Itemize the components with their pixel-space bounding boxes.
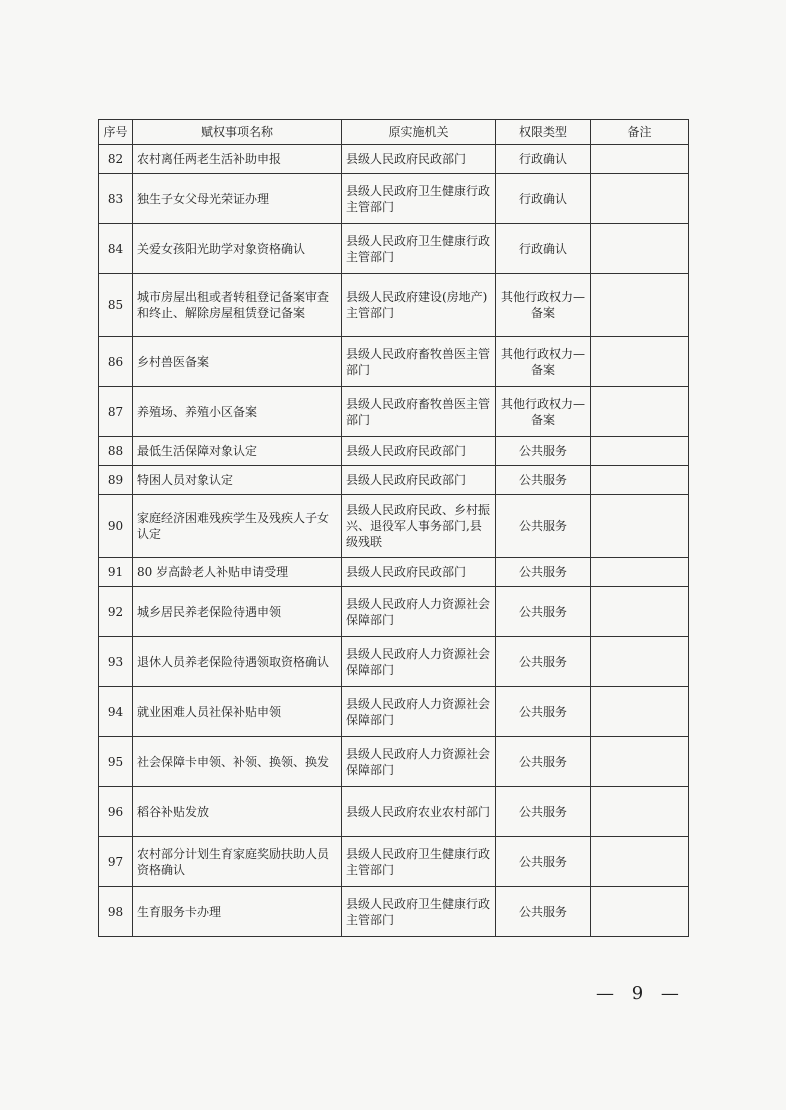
cell-remark [591,737,689,787]
cell-number: 84 [99,224,133,274]
header-item: 赋权事项名称 [133,120,342,145]
cell-permission-type: 其他行政权力—备案 [496,387,591,437]
cell-original-agency: 县级人民政府人力资源社会保障部门 [342,587,496,637]
cell-remark [591,687,689,737]
cell-item-name: 80 岁高龄老人补贴申请受理 [133,558,342,587]
table-row [99,558,689,587]
cell-number: 90 [99,495,133,558]
cell-permission-type: 公共服务 [496,837,591,887]
cell-permission-type: 公共服务 [496,787,591,837]
cell-permission-type: 公共服务 [496,587,591,637]
table-row [99,587,689,637]
cell-remark [591,174,689,224]
cell-number: 93 [99,637,133,687]
cell-remark [591,224,689,274]
cell-item-name: 最低生活保障对象认定 [133,437,342,466]
cell-number: 94 [99,687,133,737]
table-row [99,495,689,558]
cell-permission-type: 其他行政权力—备案 [496,337,591,387]
cell-permission-type: 公共服务 [496,887,591,937]
header-no: 序号 [99,120,133,145]
cell-original-agency: 县级人民政府人力资源社会保障部门 [342,637,496,687]
cell-number: 87 [99,387,133,437]
cell-remark [591,274,689,337]
cell-number: 98 [99,887,133,937]
cell-number: 95 [99,737,133,787]
cell-number: 97 [99,837,133,887]
table-header-row [99,120,689,145]
cell-item-name: 独生子女父母光荣证办理 [133,174,342,224]
table-row [99,437,689,466]
cell-item-name: 农村部分计划生育家庭奖励扶助人员资格确认 [133,837,342,887]
cell-item-name: 特困人员对象认定 [133,466,342,495]
cell-permission-type: 公共服务 [496,437,591,466]
cell-permission-type: 行政确认 [496,145,591,174]
cell-original-agency: 县级人民政府人力资源社会保障部门 [342,687,496,737]
cell-original-agency: 县级人民政府卫生健康行政主管部门 [342,837,496,887]
table-row [99,637,689,687]
cell-item-name: 城乡居民养老保险待遇申领 [133,587,342,637]
cell-original-agency: 县级人民政府民政部门 [342,145,496,174]
cell-remark [591,558,689,587]
cell-remark [591,145,689,174]
cell-permission-type: 公共服务 [496,466,591,495]
cell-number: 88 [99,437,133,466]
table-row [99,466,689,495]
table-row [99,787,689,837]
header-note: 备注 [591,120,689,145]
cell-remark [591,437,689,466]
cell-number: 92 [99,587,133,637]
cell-item-name: 稻谷补贴发放 [133,787,342,837]
cell-remark [591,337,689,387]
cell-item-name: 关爱女孩阳光助学对象资格确认 [133,224,342,274]
page-number: — 9 — [596,983,685,1004]
cell-item-name: 生育服务卡办理 [133,887,342,937]
cell-item-name: 养殖场、养殖小区备案 [133,387,342,437]
cell-permission-type: 行政确认 [496,174,591,224]
cell-remark [591,887,689,937]
cell-number: 86 [99,337,133,387]
cell-original-agency: 县级人民政府卫生健康行政主管部门 [342,174,496,224]
cell-original-agency: 县级人民政府畜牧兽医主管部门 [342,337,496,387]
header-org: 原实施机关 [342,120,496,145]
table-row [99,837,689,887]
cell-number: 83 [99,174,133,224]
cell-remark [591,387,689,437]
table-row [99,145,689,174]
table-row [99,337,689,387]
cell-item-name: 家庭经济困难残疾学生及残疾人子女认定 [133,495,342,558]
cell-permission-type: 行政确认 [496,224,591,274]
cell-item-name: 城市房屋出租或者转租登记备案审查和终止、解除房屋租赁登记备案 [133,274,342,337]
table-row [99,687,689,737]
cell-item-name: 就业困难人员社保补贴申领 [133,687,342,737]
cell-original-agency: 县级人民政府民政部门 [342,558,496,587]
cell-permission-type: 公共服务 [496,737,591,787]
cell-original-agency: 县级人民政府畜牧兽医主管部门 [342,387,496,437]
table-row [99,274,689,337]
table-row [99,387,689,437]
table-row [99,174,689,224]
cell-remark [591,637,689,687]
cell-original-agency: 县级人民政府民政部门 [342,437,496,466]
cell-original-agency: 县级人民政府卫生健康行政主管部门 [342,887,496,937]
cell-number: 96 [99,787,133,837]
cell-original-agency: 县级人民政府建设(房地产)主管部门 [342,274,496,337]
cell-permission-type: 公共服务 [496,495,591,558]
cell-number: 82 [99,145,133,174]
table-row [99,224,689,274]
table-row [99,887,689,937]
cell-permission-type: 公共服务 [496,558,591,587]
cell-item-name: 农村离任两老生活补助申报 [133,145,342,174]
cell-original-agency: 县级人民政府民政部门 [342,466,496,495]
cell-permission-type: 公共服务 [496,687,591,737]
cell-item-name: 乡村兽医备案 [133,337,342,387]
cell-original-agency: 县级人民政府卫生健康行政主管部门 [342,224,496,274]
cell-permission-type: 公共服务 [496,637,591,687]
cell-number: 91 [99,558,133,587]
cell-remark [591,787,689,837]
cell-number: 89 [99,466,133,495]
cell-remark [591,495,689,558]
cell-original-agency: 县级人民政府农业农村部门 [342,787,496,837]
cell-original-agency: 县级人民政府民政、乡村振兴、退役军人事务部门,县级残联 [342,495,496,558]
cell-remark [591,837,689,887]
authorization-table [98,119,689,937]
header-type: 权限类型 [496,120,591,145]
cell-original-agency: 县级人民政府人力资源社会保障部门 [342,737,496,787]
cell-item-name: 退休人员养老保险待遇领取资格确认 [133,637,342,687]
cell-item-name: 社会保障卡申领、补领、换领、换发 [133,737,342,787]
cell-permission-type: 其他行政权力—备案 [496,274,591,337]
table-row [99,737,689,787]
cell-remark [591,466,689,495]
cell-remark [591,587,689,637]
cell-number: 85 [99,274,133,337]
